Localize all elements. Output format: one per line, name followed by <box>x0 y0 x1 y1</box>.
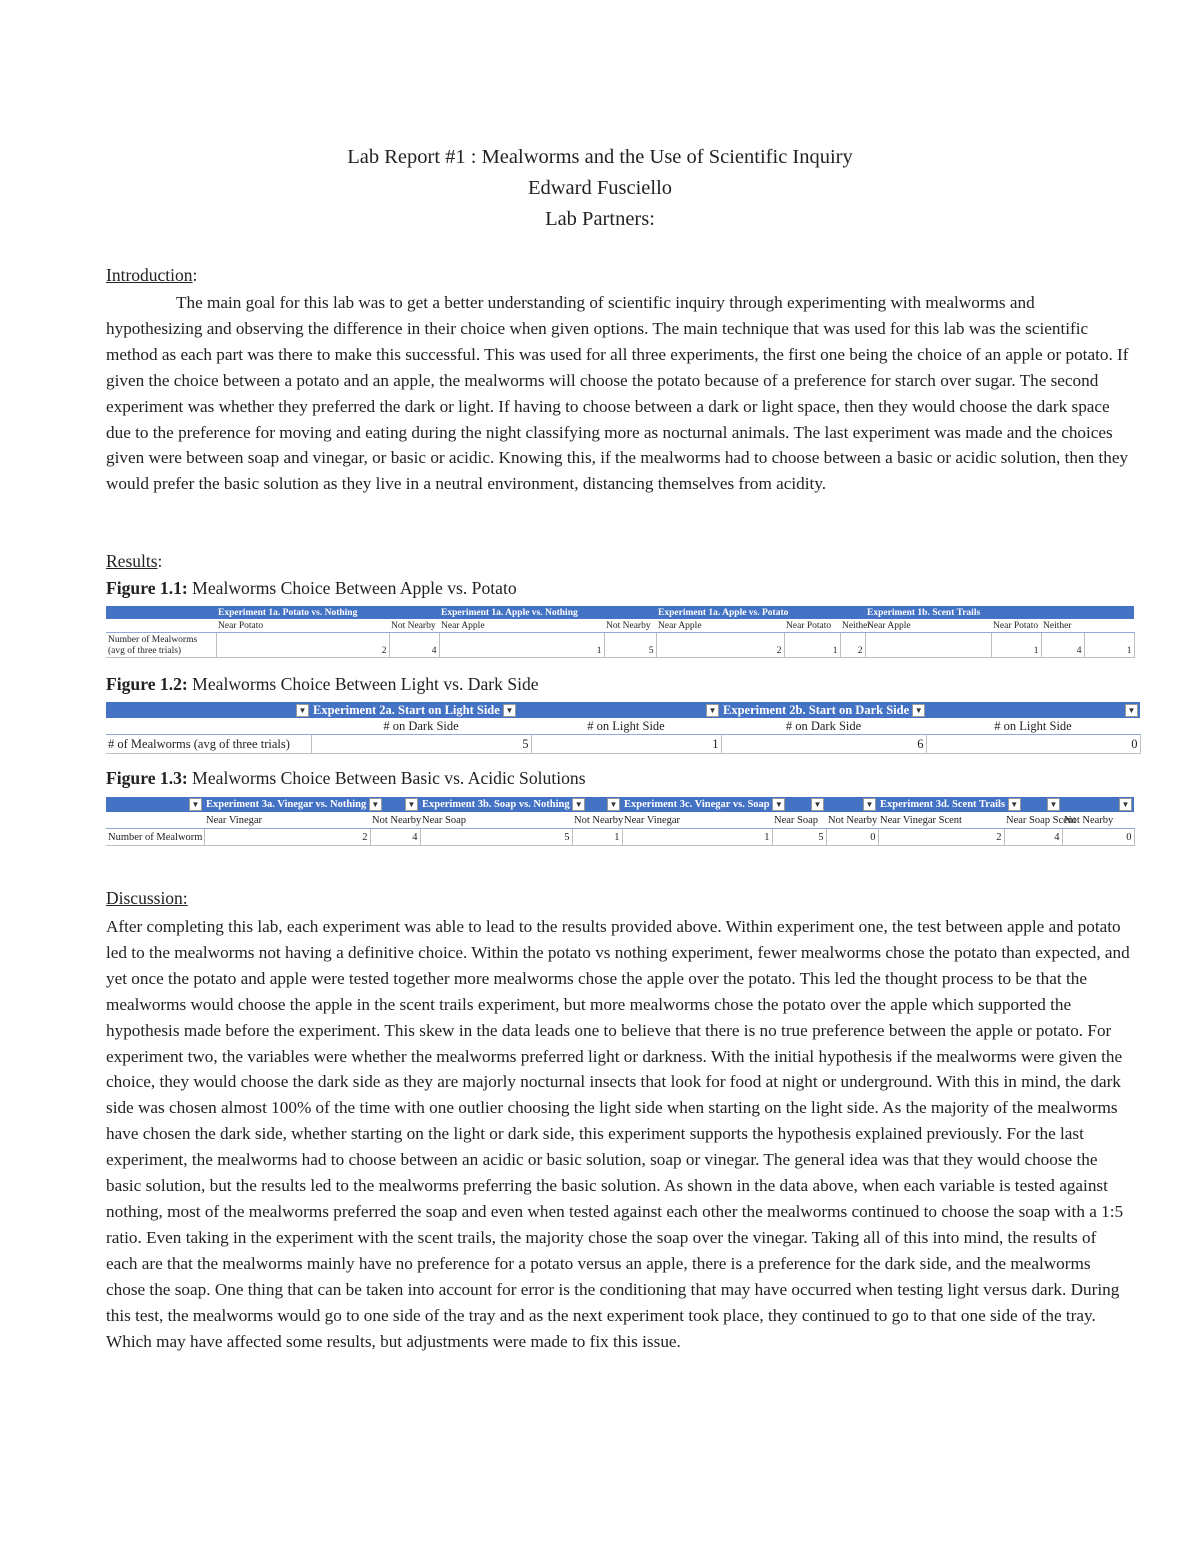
dropdown-filter-icon[interactable]: ▼ <box>811 798 824 811</box>
table-subheader-row <box>106 619 1134 633</box>
table-header-cell: Experiment 3b. Soap vs. Nothing ▼ <box>420 797 572 812</box>
figure-1-1-label: Figure 1.1: <box>106 578 188 598</box>
dropdown-filter-icon[interactable]: ▼ <box>706 704 719 717</box>
table-cell: 2 <box>656 633 784 658</box>
dropdown-filter-icon[interactable]: ▼ <box>296 704 309 717</box>
row-label: Number of Mealworm <box>106 829 204 846</box>
dropdown-filter-icon[interactable]: ▼ <box>1125 704 1138 717</box>
discussion-heading-line <box>106 888 188 909</box>
table-cell: 2 <box>840 633 865 658</box>
column-label: Near Soap <box>420 812 572 829</box>
column-label: Near Apple <box>439 619 604 633</box>
introduction-colon: : <box>192 265 198 285</box>
table-cell: 1 <box>572 829 622 846</box>
results-heading: Results <box>106 551 158 571</box>
dropdown-filter-icon[interactable]: ▼ <box>189 798 202 811</box>
dropdown-filter-icon[interactable]: ▼ <box>607 798 620 811</box>
dropdown-filter-icon[interactable]: ▼ <box>1047 798 1060 811</box>
table-cell: 4 <box>1004 829 1062 846</box>
figure-1-3-label: Figure 1.3: <box>106 768 188 788</box>
table-row <box>106 735 1140 754</box>
report-title: Lab Report #1 : Mealworms and the Use of Scientific Inquiry <box>347 146 853 168</box>
table-header-cell: Experiment 3a. Vinegar vs. Nothing ▼ <box>204 797 370 812</box>
dropdown-filter-icon[interactable]: ▼ <box>863 798 876 811</box>
column-label: Near Potato <box>216 619 389 633</box>
row-label: Number of Mealworms (avg of three trials) <box>106 633 216 658</box>
column-label: Near Soap Scent <box>1004 812 1062 829</box>
column-label: # on Light Side <box>531 718 721 735</box>
dropdown-filter-icon[interactable]: ▼ <box>912 704 925 717</box>
table-header-row <box>106 702 1140 718</box>
figure-1-2-caption <box>106 674 539 695</box>
table-cell: 5 <box>311 735 531 754</box>
column-label: Not Nearby <box>370 812 420 829</box>
dropdown-filter-icon[interactable]: ▼ <box>1119 798 1132 811</box>
introduction-paragraph: The main goal for this lab was to get a better understanding of scientific inquiry through experimenting with mealworms and hypothesizing and observing the difference in their choice when given options. The main technique that was used for this lab was the scientific method as each part was there to make this successful. This was used for all three experiments, the first one being the choice of an apple or potato. If given the choice between a potato and an apple, the mealworms will choose the potato because of a preference for starch over sugar. The second experiment was whether they preferred the dark or light. If having to choose between a dark or light space, then they would choose the dark space due to the preference for moving and eating during the night classifying more as nocturnal animals. The last experiment was made and the choices given were between soap and vinegar, or basic or acidic. Knowing this, if the mealworms had to choose between a basic or acidic solution, then they would prefer the basic solution as they live in a neutral environment, distancing themselves from acidity. <box>106 293 1129 494</box>
column-label: Near Potato <box>991 619 1041 633</box>
dropdown-filter-icon[interactable]: ▼ <box>572 798 585 811</box>
table-header-row <box>106 797 1134 812</box>
table-cell: 1 <box>439 633 604 658</box>
column-label: # on Dark Side <box>311 718 531 735</box>
discussion-heading: Discussion: <box>106 888 188 908</box>
results-colon: : <box>157 551 163 571</box>
column-label: Near Vinegar <box>204 812 370 829</box>
dropdown-filter-icon[interactable]: ▼ <box>405 798 418 811</box>
column-label: # on Light Side <box>926 718 1140 735</box>
table-cell: 2 <box>216 633 389 658</box>
table-header-cell: Experiment 3d. Scent Trails ▼ <box>878 797 1004 812</box>
table-cell: 4 <box>1041 633 1084 658</box>
column-label: Not Nearby <box>389 619 439 633</box>
table-cell: 0 <box>926 735 1140 754</box>
table-cell: 4 <box>370 829 420 846</box>
lab-partners: Lab Partners: <box>545 208 655 230</box>
introduction-heading: Introduction <box>106 265 193 285</box>
figure-1-3-text: Mealworms Choice Between Basic vs. Acidic Solutions <box>187 768 586 788</box>
table-cell: 0 <box>1062 829 1134 846</box>
table-cell: 6 <box>721 735 926 754</box>
table-cell: 0 <box>826 829 878 846</box>
column-label: Near Apple <box>865 619 991 633</box>
introduction-heading-line <box>106 265 197 286</box>
figure-1-3-table <box>106 797 1135 846</box>
dropdown-filter-icon[interactable]: ▼ <box>772 798 785 811</box>
column-label: Neither <box>842 620 871 631</box>
figure-1-2-label: Figure 1.2: <box>106 674 188 694</box>
table-subheader-row <box>106 718 1140 735</box>
table-row <box>106 633 1134 658</box>
figure-1-1-table <box>106 606 1135 658</box>
row-label: # of Mealworms (avg of three trials) <box>106 735 311 754</box>
table-row <box>106 829 1134 846</box>
table-cell: 1 <box>1084 633 1134 658</box>
dropdown-filter-icon[interactable]: ▼ <box>503 704 516 717</box>
results-heading-line <box>106 551 162 572</box>
column-label: Near Apple <box>656 619 784 633</box>
column-label: # on Dark Side <box>721 718 926 735</box>
table-cell: 1 <box>784 633 840 658</box>
figure-1-1-caption <box>106 578 517 599</box>
table-header-cell: Experiment 2a. Start on Light Side ▼ <box>311 702 531 718</box>
table-header-cell: Experiment 1a. Apple vs. Potato <box>656 606 865 619</box>
column-label: Not Nearby <box>572 812 622 829</box>
author-name: Edward Fusciello <box>527 177 673 199</box>
column-label: Not Nearby <box>604 619 656 633</box>
table-header-cell: Experiment 1a. Potato vs. Nothing <box>216 606 439 619</box>
table-cell: 5 <box>772 829 826 846</box>
table-cell: 2 <box>878 829 1004 846</box>
column-label: Near Vinegar Scent <box>878 812 1004 829</box>
column-label: Near Soap <box>772 812 826 829</box>
table-cell: 1 <box>991 633 1041 658</box>
table-header-cell: Experiment 1b. Scent Trails <box>865 606 1134 619</box>
dropdown-filter-icon[interactable]: ▼ <box>1008 798 1021 811</box>
table-header-cell: Experiment 1a. Apple vs. Nothing <box>439 606 656 619</box>
discussion-paragraph: After completing this lab, each experiment was able to lead to the results provided above. Within experiment one, the test between apple and potato led to the mealworms not having a definitive choice. Within the potato vs nothing experiment, fewer mealworms chose the potato than expected, and yet once the potato and apple were tested together more mealworms chose the apple over the potato. This led the thought process to be that the mealworms would choose the apple in the scent trails experiment, but more mealworms chose the potato over the apple which supported the hypothesis made before the experiment. This skew in the data leads one to believe that there is no true preference between the apple or potato. For experiment two, the variables were whether the mealworms preferred light or darkness. With the initial hypothesis if the mealworms were given the choice, they would choose the dark side as they are majorly nocturnal insects that look for food at night or underground. With this in mind, the dark side was chosen almost 100% of the time with one outlier choosing the light side when starting on the light side. As the majority of the mealworms have chosen the dark side, whether starting on the light or dark side, this experiment supports the hypothesis explained previously. For the last experiment, the mealworms had to choose between an acidic or basic solution, soap or vinegar. The general idea was that they would choose the basic solution, but the results led to the mealworms preferring the basic solution. As shown in the data above, when each variable is tested against nothing, most of the mealworms preferred the soap and even when tested against each other the mealworms continued to choose the soap with a 1:5 ratio. Even taking in the experiment with the scent trails, the majority chose the soap over the vinegar. Taking all of this into mind, the results of each are that the mealworms mainly have no preference for a potato versus an apple, there is a preference for the dark side, and the mealworms chose the soap. One thing that can be taken into account for error is the conditioning that may have occurred when testing light versus dark. During this test, the mealworms would go to one side of the tray and as the next experiment took place, they continued to go to that one side of the tray. Which may have affected some results, but adjustments were made to fix this issue. <box>106 917 1130 1351</box>
table-cell: 4 <box>389 633 439 658</box>
figure-1-1-text: Mealworms Choice Between Apple vs. Potato <box>187 578 517 598</box>
figure-1-2-table <box>106 702 1141 754</box>
column-label: Near Vinegar <box>622 812 772 829</box>
table-cell: 2 <box>204 829 370 846</box>
table-subheader-row <box>106 812 1134 829</box>
table-cell: 5 <box>604 633 656 658</box>
table-cell: 1 <box>622 829 772 846</box>
table-header-row <box>106 606 1134 619</box>
column-label: Not Nearby <box>826 812 878 829</box>
table-header-cell: Experiment 3c. Vinegar vs. Soap ▼ <box>622 797 772 812</box>
dropdown-filter-icon[interactable]: ▼ <box>369 798 382 811</box>
column-label: Not Nearby <box>1062 812 1134 829</box>
column-label: Near Potato <box>784 619 840 633</box>
figure-1-2-text: Mealworms Choice Between Light vs. Dark Side <box>187 674 539 694</box>
table-cell: 1 <box>531 735 721 754</box>
table-header-cell: Experiment 2b. Start on Dark Side ▼ <box>721 702 926 718</box>
table-cell: 5 <box>420 829 572 846</box>
figure-1-3-caption <box>106 768 586 789</box>
column-label: Neither <box>1041 619 1084 633</box>
report-header <box>0 142 1200 235</box>
